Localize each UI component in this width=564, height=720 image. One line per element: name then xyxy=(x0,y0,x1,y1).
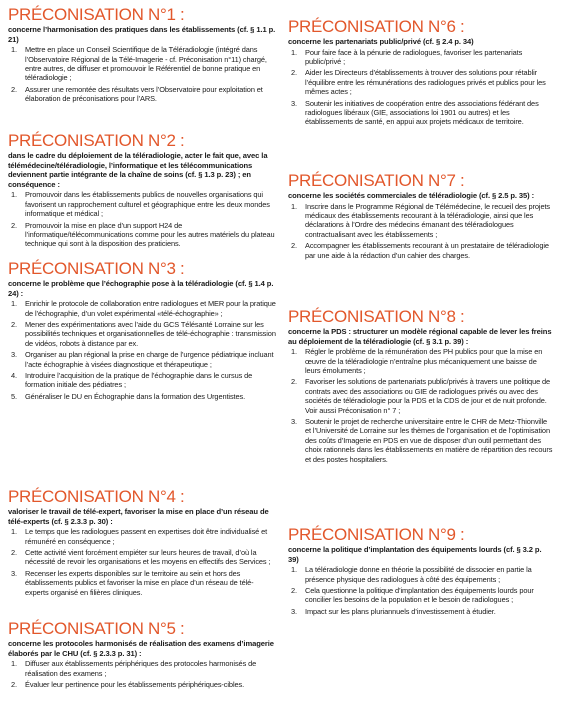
item-text: Soutenir le projet de recherche universitaire entre le CHR de Metz-Thionville et l’Université de Lorraine sur les thèmes de l’organisation et de l’optimisation des coûts d’Imagerie en PDS en vue de disposer d’un outil permettant des choix rationnels dans les établissements en matière de répartition des recours et des postes hospitaliers. xyxy=(305,417,553,464)
item-number: 1. xyxy=(291,347,297,357)
list-item xyxy=(8,548,276,567)
list-item xyxy=(8,221,276,249)
item-text: Promouvoir la mise en place d’un support H24 de l’informatique/télécommunications comme pour les autres matériels du plateau technique qui sont à la disposition des praticiens. xyxy=(25,220,275,249)
item-number: 1. xyxy=(291,201,297,211)
item-text: Régler le problème de la rémunération des PH publics pour que la mise en œuvre de la téléradiologie n’entraîne plus mécaniquement une baisse de leurs émoluments ; xyxy=(305,347,543,375)
preconisation-list xyxy=(8,299,276,401)
list-item xyxy=(8,320,276,348)
preconisation-subtitle: concerne les partenariats public/privé (cf. § 2.4 p. 34) xyxy=(288,37,474,46)
list-item xyxy=(288,586,554,605)
preconisation-list xyxy=(8,527,276,597)
preconisation-title: PRÉCONISATION N°9 : xyxy=(288,525,465,544)
list-item xyxy=(8,190,276,218)
list-item xyxy=(8,569,276,597)
item-text: Favoriser les solutions de partenariats public/privés à travers une politique de contrats avec des associations ou GIE de radiologues privés ou avec des sociétés de téléradiologie pour la PDS et la CDS de jour et de nuit profonde. Voir aussi Préconisation n° 7 ; xyxy=(305,377,551,415)
item-number: 1. xyxy=(11,299,17,309)
item-number: 1. xyxy=(291,565,297,575)
preconisation-title: PRÉCONISATION N°4 : xyxy=(8,487,185,506)
preconisation-5 xyxy=(8,620,276,689)
item-text: Pour faire face à la pénurie de radiologues, favoriser les partenariats public/privé ; xyxy=(305,47,523,66)
preconisation-list xyxy=(288,565,554,616)
preconisation-title: PRÉCONISATION N°7 : xyxy=(288,171,465,190)
item-number: 1. xyxy=(11,190,17,200)
preconisation-subtitle: concerne la PDS : structurer un modèle régional capable de lever les freins au déploiement de la téléradiologie (cf. § 3.1 p. 39) : xyxy=(288,327,552,346)
preconisation-list xyxy=(8,659,276,689)
item-text: Introduire l’acquisition de la pratique de l’échographie dans le cursus de formation initiale des pédiatres ; xyxy=(25,371,253,390)
preconisation-subtitle: concerne le problème que l’échographie pose à la téléradiologie (cf. § 1.4 p. 24) : xyxy=(8,279,274,298)
list-item xyxy=(8,659,276,678)
preconisation-title: PRÉCONISATION N°5 : xyxy=(8,619,185,638)
preconisation-subtitle: concerne les protocoles harmonisés de réalisation des examens d’imagerie élaborés par le CHU (cf. § 2.3.3 p. 31) : xyxy=(8,639,274,658)
item-number: 2. xyxy=(291,241,297,251)
list-item xyxy=(8,371,276,390)
preconisation-1 xyxy=(8,6,276,104)
list-item xyxy=(8,392,276,401)
preconisation-title: PRÉCONISATION N°2 : xyxy=(8,131,185,150)
list-item xyxy=(288,241,554,260)
preconisation-4 xyxy=(8,488,276,597)
item-number: 2. xyxy=(291,586,297,595)
list-item xyxy=(8,85,276,104)
list-item xyxy=(288,68,554,96)
list-item xyxy=(288,99,554,127)
preconisation-subtitle: valoriser le travail de télé-expert, favoriser la mise en place d’un réseau de télé-experts (cf. § 2.3.3 p. 30) : xyxy=(8,507,269,526)
item-number: 1. xyxy=(11,527,17,537)
preconisation-6 xyxy=(288,18,554,127)
item-number: 3. xyxy=(11,568,17,578)
preconisation-subtitle: concerne l’harmonisation des pratiques dans les établissements (cf. § 1.1 p. 21) xyxy=(8,25,276,44)
preconisation-list xyxy=(8,190,276,248)
item-number: 2. xyxy=(11,680,17,689)
item-text: Évaluer leur pertinence pour les établissements périphériques-cibles. xyxy=(25,680,245,689)
preconisation-title: PRÉCONISATION N°3 : xyxy=(8,259,185,278)
item-text: Le temps que les radiologues passent en expertises doit être individualisé et rémunéré en conséquence ; xyxy=(25,527,268,546)
preconisation-list xyxy=(288,347,554,464)
list-item xyxy=(8,299,276,318)
item-number: 3. xyxy=(291,417,297,427)
item-text: Mettre en place un Conseil Scientifique de la Téléradiologie (intégré dans l’Observatoire Régional de la Télé-Imagerie - cf. Préconisation n°11) chargé, entre autres, de diffuser et promouvoir le Référentiel de bonne pratique en téléradiologie ; xyxy=(25,45,267,83)
preconisation-9 xyxy=(288,526,554,616)
item-number: 1. xyxy=(11,45,17,55)
item-text: Accompagner les établissements recourant à un prestataire de téléradiologie par une aide à la rédaction d’un cahier des charges. xyxy=(305,241,549,260)
item-number: 4. xyxy=(11,371,17,381)
item-text: Assurer une remontée des résultats vers l’Observatoire pour exploitation et élaboration de préconisations pour l’ARS. xyxy=(25,84,263,104)
preconisation-list xyxy=(8,45,276,103)
item-number: 2. xyxy=(11,548,17,557)
preconisation-subtitle: dans le cadre du déploiement de la téléradiologie, acter le fait que, avec la télémédecine/téléradiologie, l’informatique et les télécommunications deviennent partie intégrante de la chaîne de soins (cf. § 1.3 p. 23) ; en conséquence : xyxy=(8,151,268,189)
item-text: Inscrire dans le Programme Régional de Télémédecine, le recueil des projets médicaux des établissements recourant à la téléradiologie, ainsi que les déclarations à l’Ordre des médecins émanant des téléradiologues contractualisant avec les établissements ; xyxy=(305,201,551,239)
list-item xyxy=(8,527,276,546)
item-text: Mener des expérimentations avec l’aide du GCS Télésanté Lorraine sur les possibilités techniques et organisationnelles de télé-échographie : transmission de vidéos, robots à distance par ex. xyxy=(25,320,276,348)
preconisation-subtitle: concerne les sociétés commerciales de téléradiologie (cf. § 2.5 p. 35) : xyxy=(288,191,535,200)
item-number: 3. xyxy=(291,98,297,108)
item-number: 2. xyxy=(291,377,297,387)
item-text: Aider les Directeurs d’établissements à trouver des solutions pour rétablir l’équilibre entre les rémunérations des radiologues privés et publics pour les mêmes actes ; xyxy=(305,68,546,97)
item-text: Organiser au plan régional la prise en charge de l’urgence pédiatrique incluant l’acte échographie à visées diagnostique et thérapeutique ; xyxy=(25,350,274,369)
preconisation-8 xyxy=(288,308,554,464)
item-text: Recenser les experts disponibles sur le territoire au sein et hors des établissements publics et favoriser la mise en place d’un réseau de télé-experts organisé en filières cliniques. xyxy=(25,568,254,597)
item-text: Diffuser aux établissements périphériques des protocoles harmonisés de réalisation des examens ; xyxy=(25,659,257,678)
preconisation-list xyxy=(288,48,554,127)
item-text: Cela questionne la politique d’implantation des équipements lourds pour concilier les besoins de la population et le besoin de radiologues ; xyxy=(305,586,534,605)
item-number: 2. xyxy=(11,220,17,230)
item-number: 3. xyxy=(11,350,17,360)
item-text: Promouvoir dans les établissements publics de nouvelles organisations qui favorisent un rapprochement culturel et géographique entre les deux mondes informatique et médical ; xyxy=(25,190,270,219)
list-item xyxy=(8,350,276,369)
preconisation-title: PRÉCONISATION N°8 : xyxy=(288,307,465,326)
item-number: 2. xyxy=(11,84,17,94)
list-item xyxy=(288,377,554,415)
preconisation-title: PRÉCONISATION N°6 : xyxy=(288,17,465,36)
preconisation-list xyxy=(288,202,554,260)
preconisation-3 xyxy=(8,260,276,401)
preconisation-7 xyxy=(288,172,554,260)
item-number: 2. xyxy=(291,68,297,78)
list-item xyxy=(288,48,554,67)
item-number: 1. xyxy=(291,47,297,57)
preconisation-title: PRÉCONISATION N°1 : xyxy=(8,5,185,24)
item-number: 3. xyxy=(291,606,297,616)
item-number: 5. xyxy=(11,391,17,401)
list-item xyxy=(288,607,554,616)
list-item xyxy=(288,347,554,375)
list-item xyxy=(288,202,554,240)
item-text: Impact sur les plans pluriannuels d’investissement à étudier. xyxy=(305,606,496,616)
list-item xyxy=(8,45,276,83)
item-number: 2. xyxy=(11,320,17,329)
item-text: Soutenir les initiatives de coopération entre des associations fédérant des radiologues libéraux (GIE, associations loi 1901 ou autres) et les établissements de santé, en appui aux projets médicaux de territoire. xyxy=(305,98,539,127)
item-number: 1. xyxy=(11,659,17,669)
list-item xyxy=(288,565,554,584)
list-item xyxy=(288,417,554,464)
preconisation-2 xyxy=(8,132,276,249)
list-item xyxy=(8,680,276,689)
item-text: La téléradiologie donne en théorie la possibilité de dissocier en partie la présence physique des radiologues à côté des équipements ; xyxy=(305,565,532,584)
item-text: Enrichir le protocole de collaboration entre radiologues et MER pour la pratique de l’échographie, d’un volet expérimental «télé-échographie» ; xyxy=(25,299,276,318)
item-text: Généraliser le DU en Échographie dans la formation des Urgentistes. xyxy=(25,391,246,401)
preconisation-subtitle: concerne la politique d’implantation des équipements lourds (cf. § 3.2 p. 39) xyxy=(288,545,542,564)
item-text: Cette activité vient forcément empiéter sur leurs heures de travail, d’où la nécessité de revoir les organisations et les moyens en effectifs des Services ; xyxy=(25,548,271,567)
